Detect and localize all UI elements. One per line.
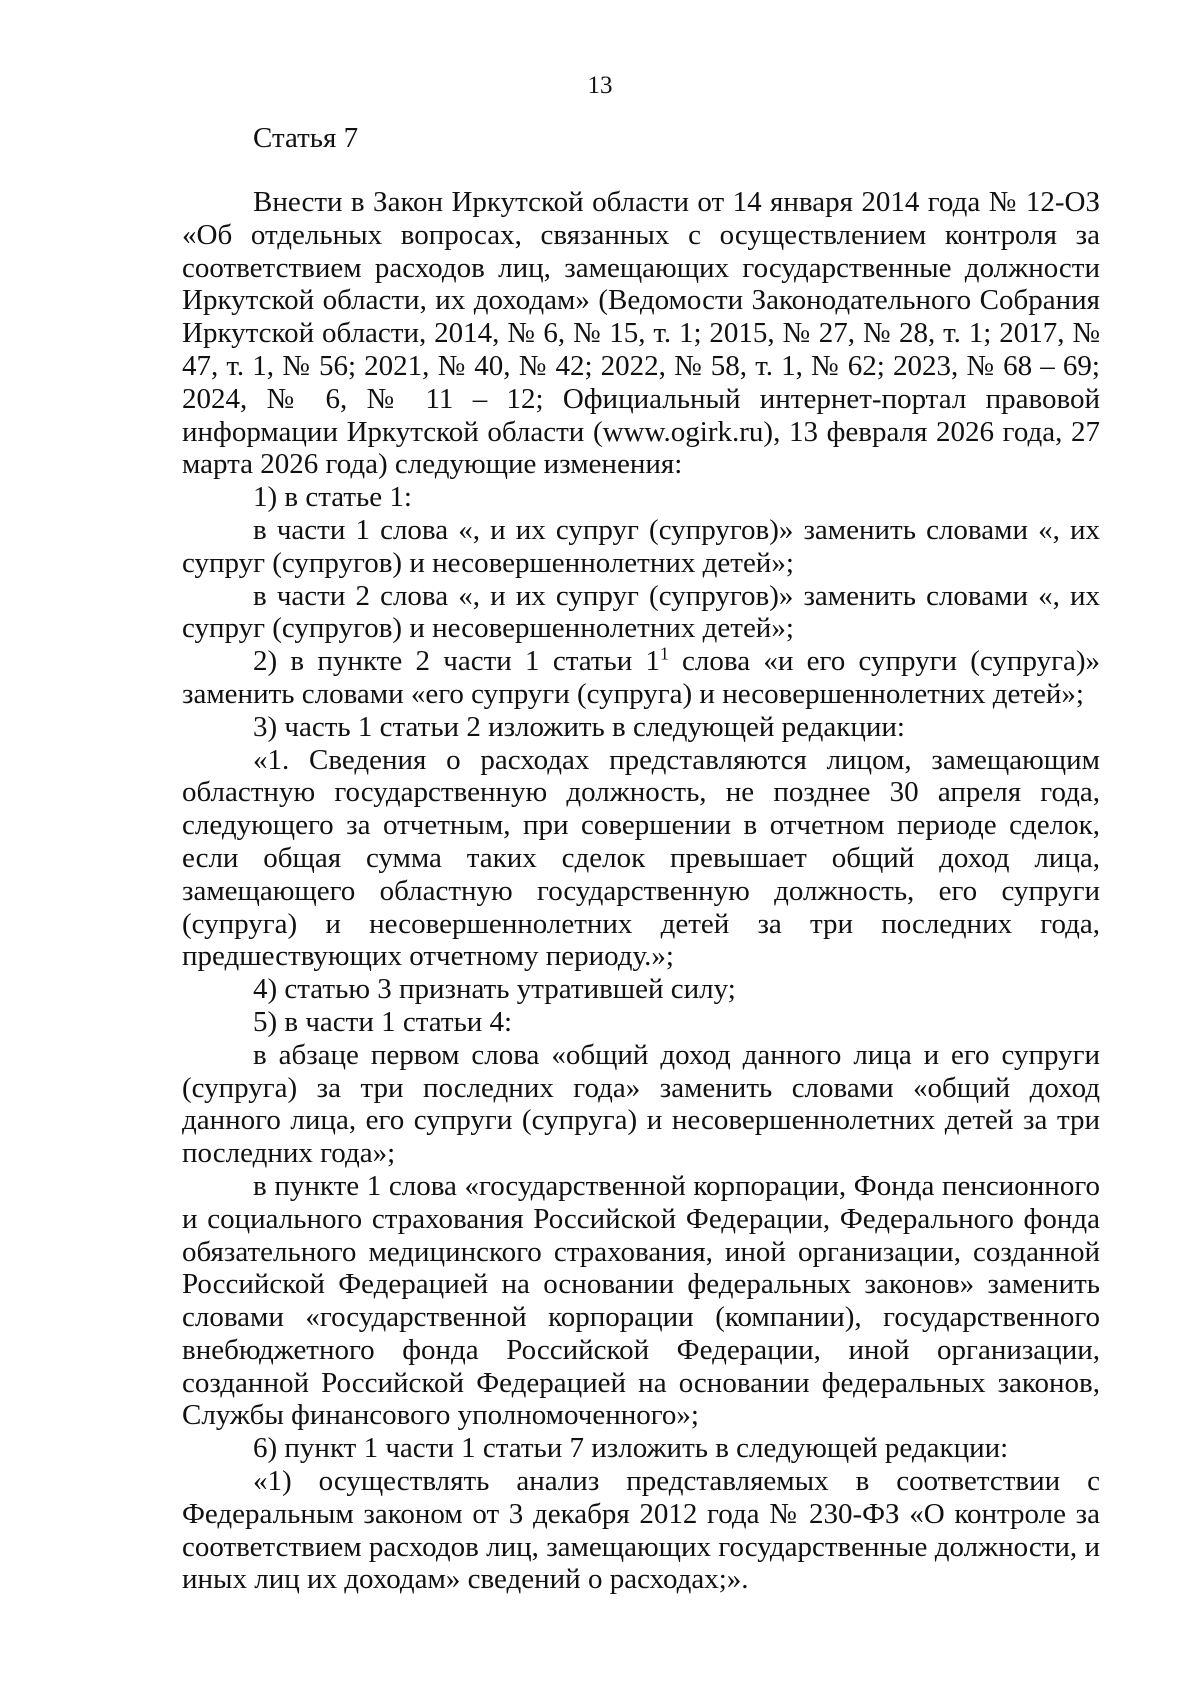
item-5-first-paragraph: в абзаце первом слова «общий доход данного лица и его супруги (супруга) за три последних года» заменить словами «общий доход данного лица, его супруги (супруга) и несовершеннолетних детей за три последних года»; — [182, 1038, 1100, 1170]
item-5-point-1: в пункте 1 слова «государственной корпорации, Фонда пенсионного и социального страхования Российской Федерации, Федерального фонда обязательного медицинского страхования, иной организации, созданной Российской Федерацией на основании федеральных законов» заменить словами «государственной корпорации (компании), государственного внебюджетного фонда Российской Федерации, иной организации, созданной Российской Федерацией на основании федеральных законов, Службы финансового уполномоченного»; — [182, 1169, 1100, 1432]
item-4: 4) статью 3 признать утратившей силу; — [253, 973, 736, 1006]
item-6-quote: «1) осуществлять анализ представляемых в соответствии с Федеральным законом от 3 декабря 2012 года № 230-ФЗ «О контроле за соответствием расходов лиц, замещающих государственные должности, и иных лиц их доходам» сведений о расходах;». — [182, 1465, 1100, 1596]
item-2 — [182, 645, 1100, 711]
item-6-heading: 6) пункт 1 части 1 статьи 7 изложить в следующей редакции: — [253, 1432, 1009, 1465]
item-1-part-1: в части 1 слова «, и их супруг (супругов)» заменить словами «, их супруг (супругов) и несовершеннолетних детей»; — [182, 513, 1100, 579]
item-2-text-after: слова «и его супруги (супруга)» заменить словами «его супруги (супруга) и несовершеннолетних детей»; — [182, 645, 1100, 710]
article-title: Статья 7 — [253, 122, 359, 154]
document-body — [182, 186, 1100, 1596]
item-1-part-2: в части 2 слова «, и их супруг (супругов)» заменить словами «, их супруг (супругов) и несовершеннолетних детей»; — [182, 579, 1100, 645]
item-2-text-before: 2) в пункте 2 части 1 статьи 1 — [253, 645, 661, 678]
page-number: 13 — [587, 72, 613, 99]
item-2-superscript: 1 — [660, 643, 669, 664]
intro-paragraph: Внести в Закон Иркутской области от 14 января 2014 года № 12-ОЗ «Об отдельных вопросах, связанных с осуществлением контроля за соответствием расходов лиц, замещающих государственные должности Иркутской области, их доходам» (Ведомости Законодательного Собрания Иркутской области, 2014, № 6, № 15, т. 1; 2015, № 27, № 28, т. 1; 2017, № 47, т. 1, № 56; 2021, № 40, № 42; 2022, № 58, т. 1, № 62; 2023, № 68 – 69; 2024, № 6, № 11 – 12; Официальный интернет-портал правовой информации Иркутской области (www.ogirk.ru), 13 февраля 2026 года, 27 марта 2026 года) следующие изменения: — [182, 186, 1100, 481]
item-1-heading: 1) в статье 1: — [253, 481, 412, 514]
item-5-heading: 5) в части 1 статьи 4: — [253, 1005, 513, 1038]
item-3-quote: «1. Сведения о расходах представляются лицом, замещающим областную государственную должность, не позднее 30 апреля года, следующего за отчетным, при совершении в отчетном периоде сделок, если общая сумма таких сделок превышает общий доход лица, замещающего областную государственную должность, его супруги (супруга) и несовершеннолетних детей за три последних года, предшествующих отчетному периоду.»; — [182, 743, 1100, 973]
item-3-heading: 3) часть 1 статьи 2 изложить в следующей редакции: — [253, 710, 905, 743]
